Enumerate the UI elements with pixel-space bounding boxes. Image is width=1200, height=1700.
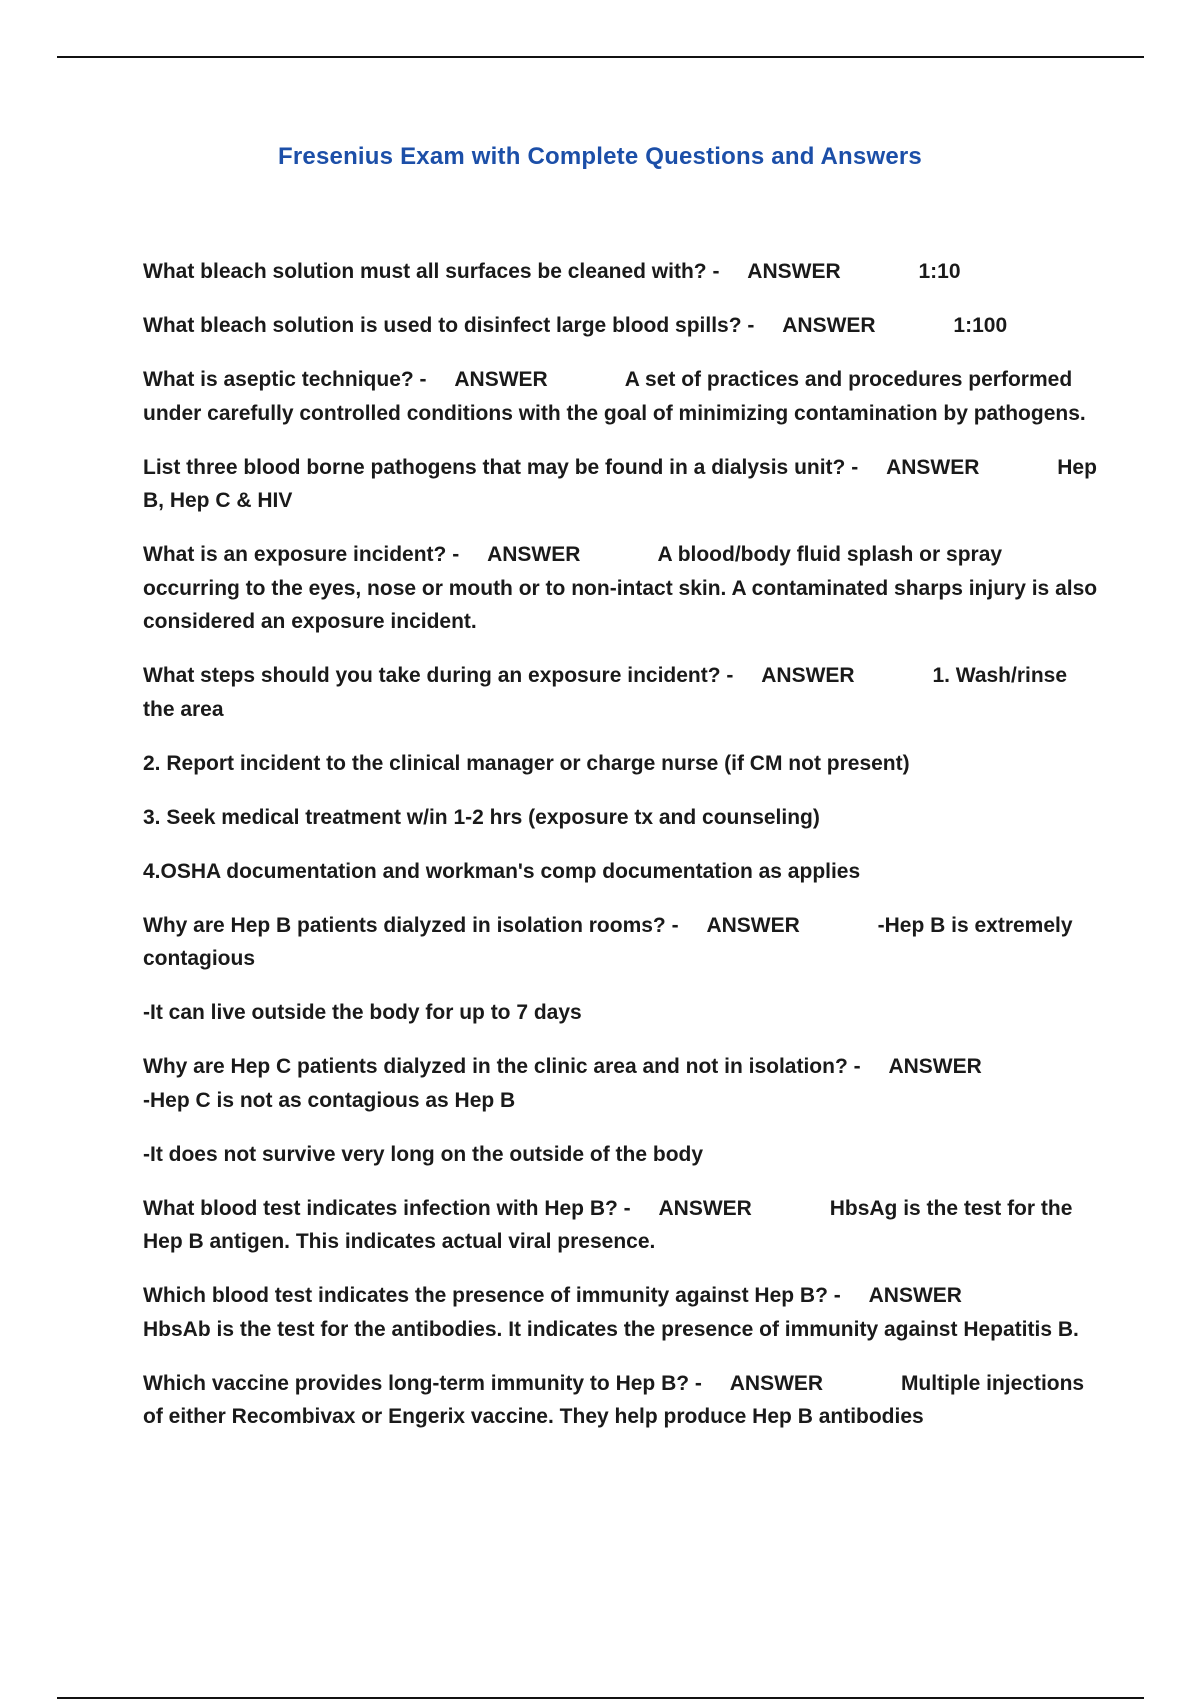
answer-text: Multiple injections of either Recombivax or Engerix vaccine. They help produce Hep B antibodies: [143, 1371, 1085, 1428]
question-text: What bleach solution is used to disinfect large blood spills? -: [143, 314, 755, 337]
answer-text: 1:100: [953, 314, 1008, 337]
answer-text: HbsAg is the test for the Hep B antigen. This indicates actual viral presence.: [143, 1196, 1073, 1253]
answer-label: ANSWER: [868, 1284, 962, 1307]
answer-text: Hep B, Hep C & HIV: [143, 455, 1097, 512]
qa-note: -It does not survive very long on the outside of the body: [143, 1142, 704, 1166]
question-text: Which vaccine provides long-term immunity to Hep B? -: [143, 1371, 702, 1395]
qa-item: [143, 1050, 1103, 1117]
qa-item: [143, 538, 1103, 639]
answer-label: ANSWER: [706, 913, 800, 937]
question-text: What bleach solution must all surfaces be cleaned with? -: [143, 260, 720, 283]
answer-label: ANSWER: [747, 260, 841, 283]
question-text: What is an exposure incident? -: [143, 543, 460, 566]
qa-item: [143, 659, 1103, 726]
answer-text: -Hep C is not as contagious as Hep B: [143, 1088, 516, 1112]
answer-text: -Hep B is extremely contagious: [143, 913, 1073, 970]
qa-step: 3. Seek medical treatment w/in 1-2 hrs (exposure tx and counseling): [143, 805, 820, 829]
answer-label: ANSWER: [487, 543, 581, 566]
answer-label: ANSWER: [658, 1196, 752, 1220]
question-text: Which blood test indicates the presence of immunity against Hep B? -: [143, 1284, 841, 1307]
qa-item: [143, 909, 1103, 976]
qa-item: [143, 1367, 1103, 1434]
answer-label: ANSWER: [454, 368, 548, 391]
answer-text: A set of practices and procedures performed under carefully controlled conditions with the goal of minimizing contamination by pathogens.: [143, 368, 1086, 425]
answer-label: ANSWER: [782, 314, 876, 337]
qa-step: 4.OSHA documentation and workman's comp documentation as applies: [143, 859, 861, 883]
question-text: Why are Hep B patients dialyzed in isolation rooms? -: [143, 913, 679, 937]
qa-item: [143, 309, 1103, 343]
answer-label: ANSWER: [761, 664, 855, 687]
question-text: What blood test indicates infection with Hep B? -: [143, 1196, 631, 1220]
question-text: What steps should you take during an exposure incident? -: [143, 664, 734, 687]
question-text: List three blood borne pathogens that may be found in a dialysis unit? -: [143, 455, 859, 479]
question-text: What is aseptic technique? -: [143, 368, 427, 391]
qa-item: [143, 1192, 1103, 1259]
answer-text: HbsAb is the test for the antibodies. It indicates the presence of immunity against Hepatitis B.: [143, 1317, 1079, 1341]
qa-item: [143, 451, 1103, 518]
question-text: Why are Hep C patients dialyzed in the clinic area and not in isolation? -: [143, 1055, 861, 1078]
answer-label: ANSWER: [729, 1371, 824, 1395]
answer-text: 1:10: [918, 260, 961, 283]
qa-list: [143, 255, 1103, 1454]
top-rule: [57, 56, 1144, 58]
answer-text: A blood/body fluid splash or spray occurring to the eyes, nose or mouth or to non-intact skin. A contaminated sharps injury is also considered an exposure incident.: [143, 543, 1098, 633]
answer-label: ANSWER: [888, 1055, 982, 1078]
document-title: Fresenius Exam with Complete Questions and Answers: [278, 143, 922, 170]
qa-item: [143, 1279, 1103, 1346]
qa-step: 2. Report incident to the clinical manager or charge nurse (if CM not present): [143, 751, 910, 775]
qa-note: -It can live outside the body for up to 7 days: [143, 1001, 582, 1024]
qa-item: [143, 363, 1103, 430]
answer-text: 1. Wash/rinse the area: [143, 664, 1068, 721]
answer-label: ANSWER: [886, 455, 980, 479]
qa-item: [143, 255, 1103, 289]
bottom-rule: [57, 1697, 1144, 1699]
